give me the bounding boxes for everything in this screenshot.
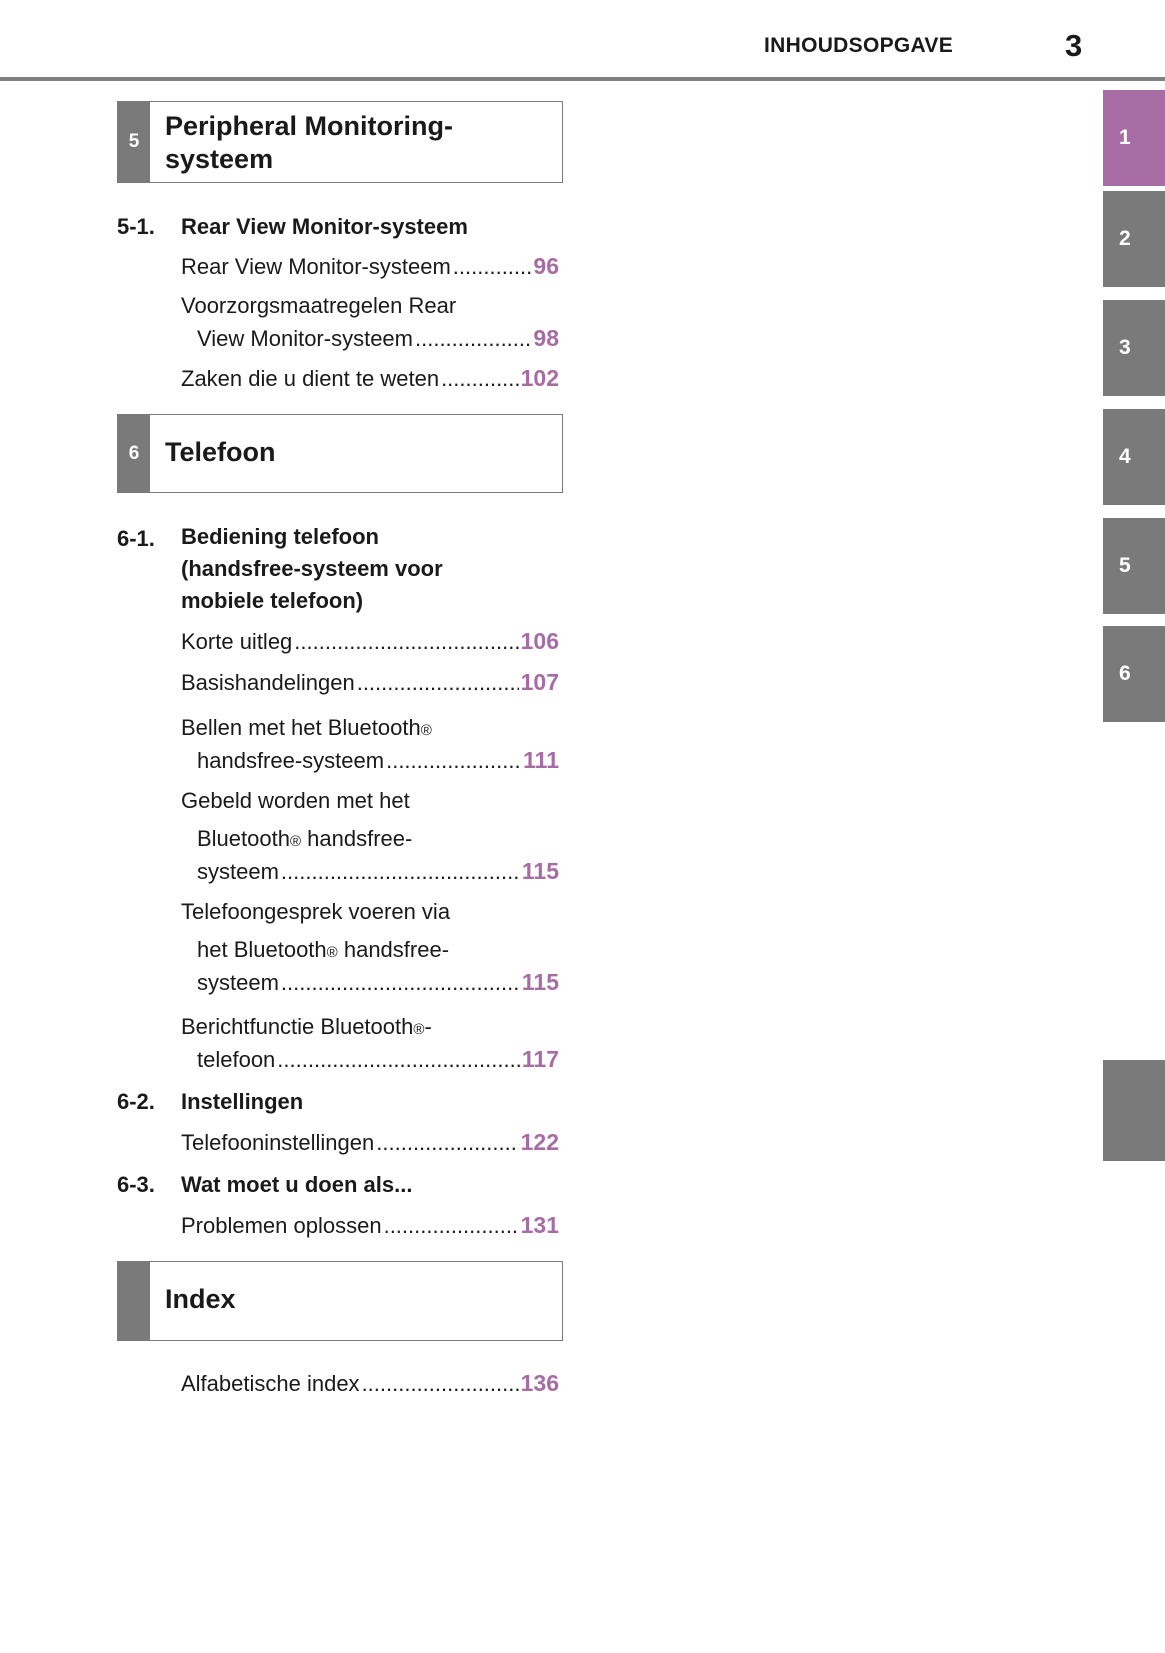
entry-text: View Monitor-systeem <box>197 326 413 351</box>
dot-leader <box>277 1044 520 1076</box>
section-title: Index <box>165 1284 236 1314</box>
toc-entry[interactable]: Berichtfunctie Bluetooth ® - telefoon ..... 117 <box>181 1011 559 1076</box>
dot-leader <box>281 856 520 888</box>
section-number: 5 <box>118 102 150 182</box>
page-link[interactable]: 96 <box>533 253 559 279</box>
entry-text: Telefooninstellingen <box>181 1130 375 1155</box>
subsection-title-line: mobiele telefoon) <box>181 588 364 613</box>
page-link[interactable]: 117 <box>521 1046 559 1072</box>
subsection-number: 6-1. <box>117 526 155 551</box>
subsection-title: Rear View Monitor-systeem <box>181 214 468 239</box>
entry-text: handsfree- <box>337 937 450 962</box>
page-link[interactable]: 98 <box>533 325 559 351</box>
entry-text: Berichtfunctie Bluetooth <box>181 1014 414 1039</box>
entry-text: Telefoongesprek voeren via <box>181 899 451 924</box>
chapter-tab-index[interactable] <box>1103 1060 1165 1161</box>
page-link[interactable]: 102 <box>520 365 559 391</box>
page-link[interactable]: 107 <box>520 669 559 695</box>
dot-leader <box>376 1127 518 1159</box>
dot-leader <box>294 626 518 658</box>
toc-entry[interactable] <box>181 362 559 395</box>
section-5-header <box>117 101 563 183</box>
dot-leader <box>362 1368 519 1400</box>
chapter-tab-label: 4 <box>1119 445 1131 468</box>
section-title-line: systeem <box>165 144 274 174</box>
page-link[interactable]: 122 <box>520 1129 559 1155</box>
page-number: 3 <box>1065 28 1083 63</box>
header-title: INHOUDSOPGAVE <box>764 34 954 57</box>
entry-text: Rear View Monitor-systeem <box>181 254 451 279</box>
entry-text: systeem <box>197 859 279 884</box>
entry-text: Gebeld worden met het <box>181 788 410 813</box>
chapter-tab-6[interactable] <box>1103 626 1165 722</box>
subsection-number: 6-3. <box>117 1172 155 1197</box>
subsection-title: Wat moet u doen als... <box>181 1172 413 1197</box>
entry-text: Bellen met het Bluetooth <box>181 715 421 740</box>
toc-entry[interactable] <box>181 1126 559 1159</box>
chapter-tab-label: 2 <box>1119 227 1131 250</box>
entry-text: Voorzorgsmaatregelen Rear <box>181 293 457 318</box>
entry-text: Zaken die u dient te weten <box>181 366 440 391</box>
section-number <box>118 1262 150 1340</box>
chapter-tab-1[interactable] <box>1103 90 1165 186</box>
toc-entry[interactable] <box>181 625 559 658</box>
toc-entry[interactable]: Gebeld worden met het Bluetooth ® handsfree- systeem ..... 115 <box>181 785 559 888</box>
entry-text: Basishandelingen <box>181 670 355 695</box>
dot-leader <box>453 251 532 283</box>
entry-text: het Bluetooth <box>197 937 327 962</box>
section-title <box>165 110 453 176</box>
entry-text: Korte uitleg <box>181 629 293 654</box>
entry-text: Bluetooth <box>197 826 290 851</box>
chapter-tab-label: 1 <box>1119 126 1131 149</box>
chapter-tab-label: 6 <box>1119 662 1131 685</box>
entry-text: Alfabetische index <box>181 1371 360 1396</box>
dot-leader <box>415 323 531 355</box>
dot-leader <box>384 1210 519 1242</box>
chapter-tab-3[interactable] <box>1103 300 1165 396</box>
chapter-tab-4[interactable] <box>1103 409 1165 505</box>
section-6-header <box>117 414 563 493</box>
dot-leader <box>357 667 519 699</box>
chapter-tab-label: 3 <box>1119 336 1131 359</box>
page-link[interactable]: 111 <box>523 747 559 773</box>
section-title-line: Peripheral Monitoring- <box>165 111 454 141</box>
entry-text: systeem <box>197 970 279 995</box>
chapter-tab-2[interactable] <box>1103 191 1165 287</box>
subsection-title <box>181 521 443 617</box>
entry-text: - <box>424 1014 432 1039</box>
page-link[interactable]: 136 <box>520 1370 559 1396</box>
subsection-number: 6-2. <box>117 1089 155 1114</box>
toc-entry[interactable] <box>181 666 559 699</box>
page-link[interactable]: 131 <box>520 1212 559 1238</box>
entry-text: handsfree- <box>301 826 413 851</box>
chapter-tab-5[interactable] <box>1103 518 1165 614</box>
toc-entry[interactable] <box>181 290 559 355</box>
toc-entry[interactable] <box>181 250 559 283</box>
entry-text: handsfree-systeem <box>197 748 385 773</box>
toc-entry[interactable] <box>181 1209 559 1242</box>
section-number: 6 <box>118 415 150 492</box>
page-link[interactable]: 115 <box>521 858 559 884</box>
subsection-number: 5-1. <box>117 214 155 239</box>
header-divider <box>0 77 1165 81</box>
page-link[interactable]: 115 <box>521 969 559 995</box>
dot-leader <box>386 745 521 777</box>
subsection-title-line: Bediening telefoon <box>181 524 379 549</box>
toc-entry[interactable]: Bellen met het Bluetooth ® handsfree-systeem ..... 111 <box>181 712 559 777</box>
entry-text: telefoon <box>197 1047 276 1072</box>
toc-entry[interactable] <box>181 1367 559 1400</box>
toc-entry[interactable]: Telefoongesprek voeren via het Bluetooth ® handsfree- systeem ..... 115 <box>181 896 559 999</box>
dot-leader <box>281 967 520 999</box>
subsection-title-line: (handsfree-systeem voor <box>181 556 443 581</box>
entry-text: Problemen oplossen <box>181 1213 382 1238</box>
index-section-header <box>117 1261 563 1341</box>
dot-leader <box>441 363 519 395</box>
subsection-title: Instellingen <box>181 1089 304 1114</box>
section-title: Telefoon <box>165 437 276 467</box>
page-link[interactable]: 106 <box>520 628 559 654</box>
chapter-tab-label: 5 <box>1119 554 1131 577</box>
